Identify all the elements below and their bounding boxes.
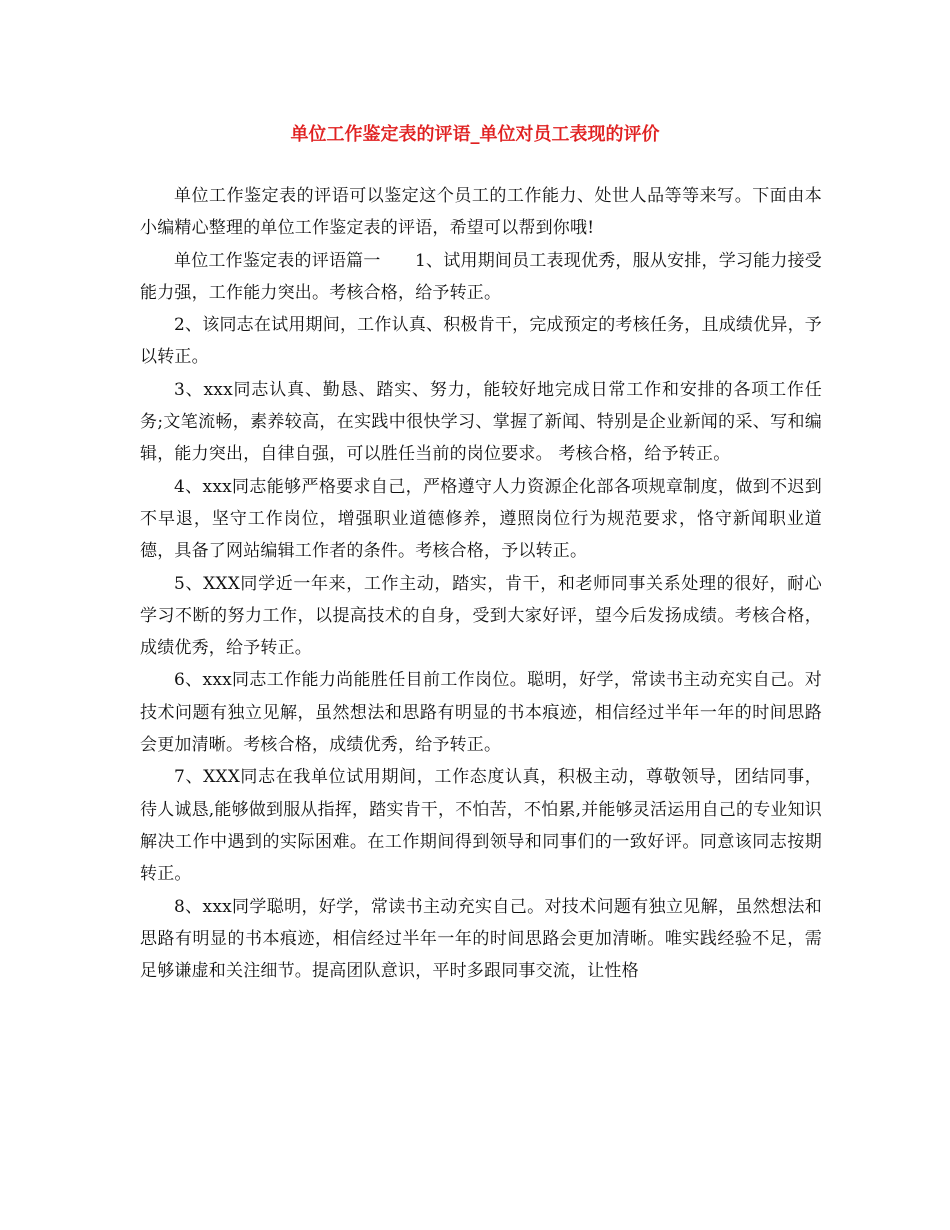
paragraph-7: 7、XXX同志在我单位试用期间，工作态度认真，积极主动，尊敬领导，团结同事，待人诚恳,能够做到服从指挥，踏实肯干，不怕苦，不怕累,并能够灵活运用自己的专业知识解决工作中遇到的实际困难。在工作期间得到领导和同事们的一致好评。同意该同志按期转正。: [140, 767, 823, 885]
document-body: [140, 180, 822, 987]
paragraph-1: 单位工作鉴定表的评语篇一 1、试用期间员工表现优秀，服从安排，学习能力接受能力强，工作能力突出。考核合格，给予转正。: [140, 250, 822, 303]
paragraph-3: 3、xxx同志认真、勤恳、踏实、努力，能较好地完成日常工作和安排的各项工作任务;文笔流畅，素养较高，在实践中很快学习、掌握了新闻、特别是企业新闻的采、写和编辑，能力突出，自律自强，可以胜任当前的岗位要求。 考核合格，给予转正。: [140, 379, 822, 465]
paragraph-6: 6、xxx同志工作能力尚能胜任目前工作岗位。聪明，好学，常读书主动充实自己。对技术问题有独立见解，虽然想法和思路有明显的书本痕迹，相信经过半年一年的时间思路会更加清晰。考核合格，成绩优秀，给予转正。: [140, 670, 822, 756]
document-title: 单位工作鉴定表的评语_单位对员工表现的评价: [290, 124, 660, 145]
paragraph-2: 2、该同志在试用期间，工作认真、积极肯干，完成预定的考核任务，且成绩优异，予以转正。: [140, 315, 822, 368]
paragraph-intro: 单位工作鉴定表的评语可以鉴定这个员工的工作能力、处世人品等等来写。下面由本小编精心整理的单位工作鉴定表的评语，希望可以帮到你哦!: [140, 186, 822, 239]
paragraph-4: 4、xxx同志能够严格要求自己，严格遵守人力资源企化部各项规章制度，做到不迟到不早退，坚守工作岗位，增强职业道德修养，遵照岗位行为规范要求，恪守新闻职业道德，具备了网站编辑工作者的条件。考核合格，予以转正。: [140, 476, 822, 562]
paragraph-5: 5、XXX同学近一年来，工作主动，踏实，肯干，和老师同事关系处理的很好，耐心学习不断的努力工作，以提高技术的自身，受到大家好评，望今后发扬成绩。考核合格，成绩优秀，给予转正。: [140, 573, 822, 659]
paragraph-8: 8、xxx同学聪明，好学，常读书主动充实自己。对技术问题有独立见解，虽然想法和思路有明显的书本痕迹，相信经过半年一年的时间思路会更加清晰。唯实践经验不足，需足够谦虚和关注细节。提高团队意识，平时多跟同事交流，让性格: [140, 896, 822, 982]
